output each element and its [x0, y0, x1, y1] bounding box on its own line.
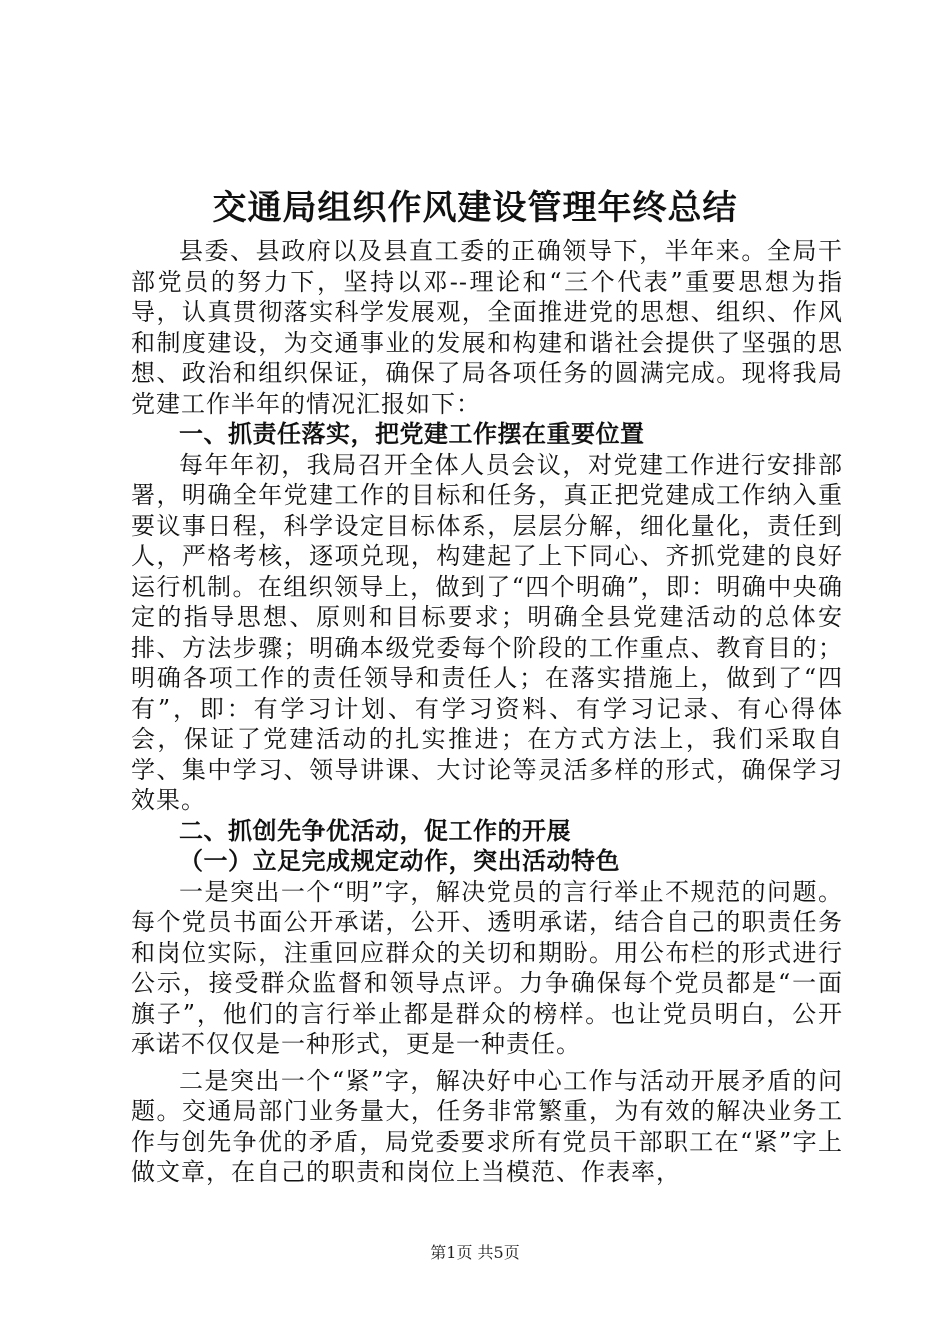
intro-paragraph: 县委、县政府以及县直工委的正确领导下，半年来。全局干部党员的努力下，坚持以邓--理论和“三个代表”重要思想为指导，认真贯彻落实科学发展观，全面推进党的思想、组织、作风和制度建设，为交通事业的发展和构建和谐社会提供了坚强的思想、政治和组织保证，确保了局各项任务的圆满完成。现将我局党建工作半年的情况汇报如下： — [131, 237, 843, 418]
page-number-footer: 第1页 共5页 — [430, 1243, 520, 1262]
section-heading-2: 二、抓创先争优活动，促工作的开展 — [179, 816, 571, 845]
document-body — [131, 236, 843, 1188]
subsection-paragraph-2: 二是突出一个“紧”字，解决好中心工作与活动开展矛盾的问题。交通局部门业务量大，任务非常繁重，为有效的解决业务工作与创先争优的矛盾，局党委要求所有党员干部职工在“紧”字上做文章，在自己的职责和岗位上当模范、作表率， — [131, 1066, 843, 1186]
subsection-paragraph-1: 一是突出一个“明”字，解决党员的言行举止不规范的问题。每个党员书面公开承诺，公开、透明承诺，结合自己的职责任务和岗位实际，注重回应群众的关切和期盼。用公布栏的形式进行公示，接受群众监督和领导点评。力争确保每个党员都是“一面旗子”，他们的言行举止都是群众的榜样。也让党员明白，公开承诺不仅仅是一种形式，更是一种责任。 — [131, 877, 843, 1058]
section-heading-1: 一、抓责任落实，把党建工作摆在重要位置 — [179, 420, 645, 448]
section-1-paragraph: 每年年初，我局召开全体人员会议，对党建工作进行安排部署，明确全年党建工作的目标和任务，真正把党建成工作纳入重要议事日程，科学设定目标体系，层层分解，细化量化，责任到人，严格考核，逐项兑现，构建起了上下同心、齐抓党建的良好运行机制。在组织领导上，做到了“四个明确”，即：明确中央确定的指导思想、原则和目标要求；明确全县党建活动的总体安排、方法步骤；明确本级党委每个阶段的工作重点、教育目的；明确各项工作的责任领导和责任人；在落实措施上，做到了“四有”，即：有学习计划、有学习资料、有学习记录、有心得体会，保证了党建活动的扎实推进；在方式方法上，我们采取自学、集中学习、领导讲课、大讨论等灵活多样的形式，确保学习效果。 — [131, 450, 843, 814]
subsection-heading-1: （一）立足完成规定动作，突出活动特色 — [179, 847, 620, 875]
document-title: 交通局组织作风建设管理年终总结 — [212, 188, 738, 228]
